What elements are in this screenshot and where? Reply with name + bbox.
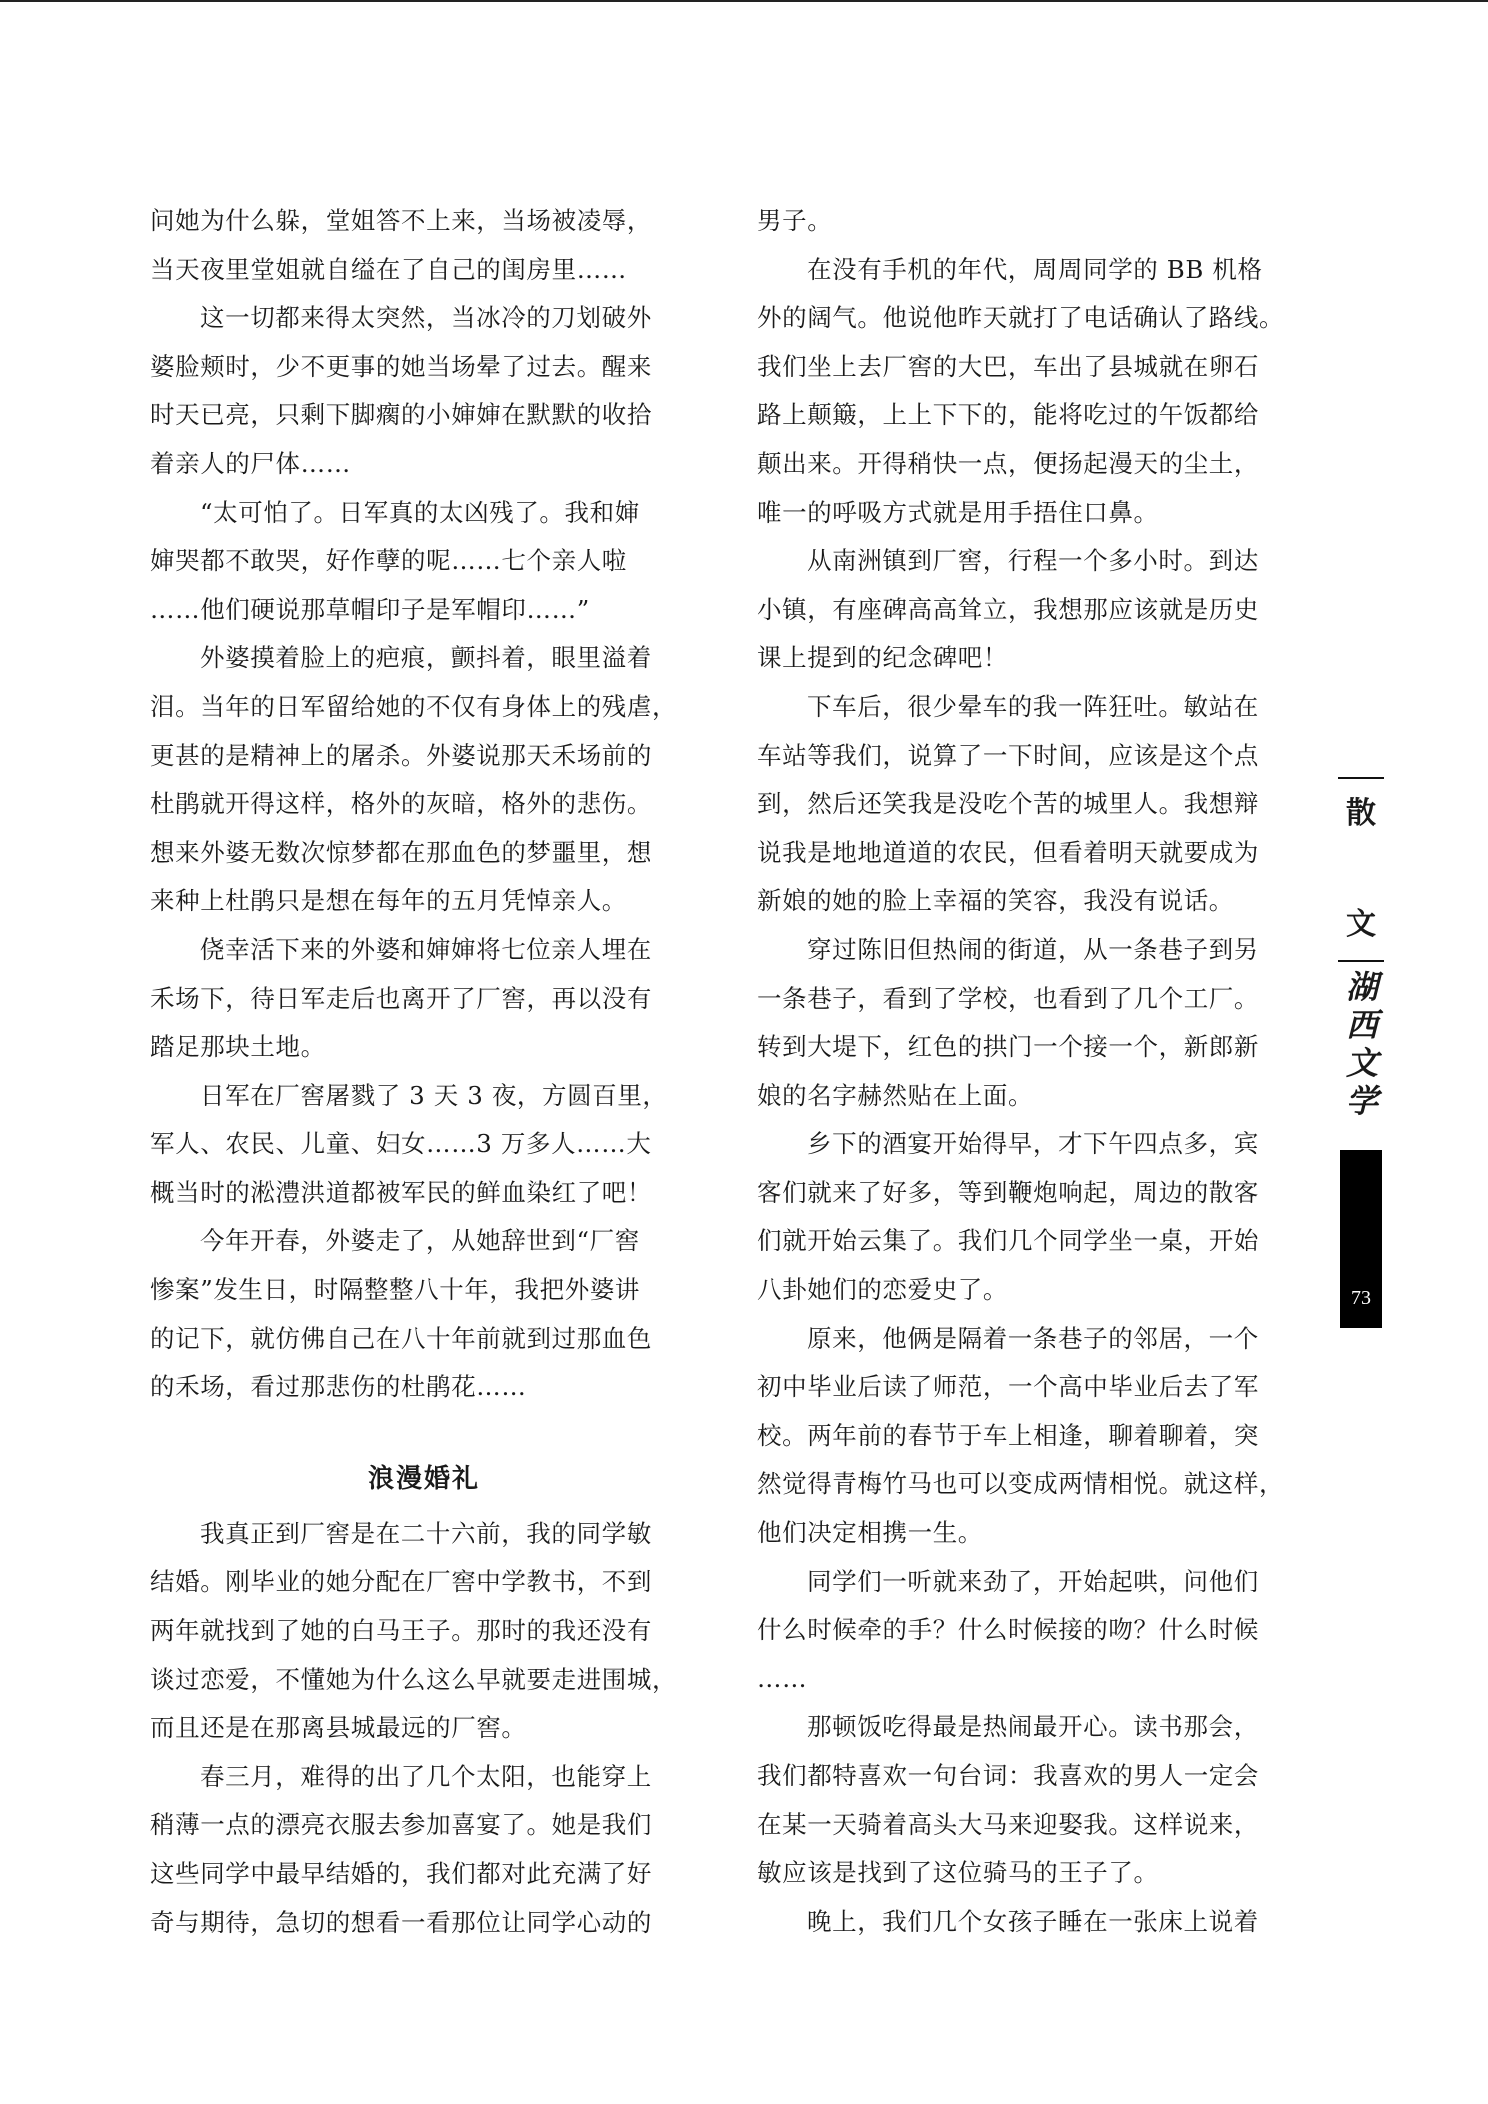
text-line: 踏足那块土地。 bbox=[150, 1032, 326, 1062]
text-line: 从南洲镇到厂窖，行程一个多小时。到达 bbox=[807, 546, 1259, 576]
text-line: 稍薄一点的漂亮衣服去参加喜宴了。她是我们 bbox=[150, 1810, 652, 1840]
text-line: 侥幸活下来的外婆和婶婶将七位亲人埋在 bbox=[200, 934, 652, 964]
sidebar-rule-top bbox=[1338, 777, 1384, 779]
logo-char: 学 bbox=[1345, 1082, 1378, 1120]
logo-char: 西 bbox=[1345, 1006, 1378, 1044]
text-line: 乡下的酒宴开始得早，才下午四点多，宾 bbox=[807, 1129, 1259, 1159]
text-line: 初中毕业后读了师范，一个高中毕业后去了军 bbox=[757, 1372, 1259, 1402]
text-line: 下车后，很少晕车的我一阵狂吐。敏站在 bbox=[807, 691, 1259, 721]
text-line: 的禾场，看过那悲伤的杜鹃花…… bbox=[150, 1372, 527, 1402]
text-line: 今年开春，外婆走了，从她辞世到“厂窖 bbox=[200, 1226, 640, 1256]
text-line: 想来外婆无数次惊梦都在那血色的梦噩里，想 bbox=[150, 837, 652, 867]
text-line: 当天夜里堂姐就自缢在了自己的闺房里…… bbox=[150, 254, 627, 284]
text-line: “太可怕了。日军真的太凶残了。我和婶 bbox=[200, 497, 640, 527]
text-line: 惨案”发生日，时隔整整八十年，我把外婆讲 bbox=[150, 1275, 641, 1305]
text-line: 婆脸颊时，少不更事的她当场晕了过去。醒来 bbox=[150, 351, 652, 381]
text-line: 客们就来了好多，等到鞭炮响起，周边的散客 bbox=[757, 1177, 1259, 1207]
text-line: 奇与期待，急切的想看一看那位让同学心动的 bbox=[150, 1907, 652, 1937]
text-line: 我们都特喜欢一句台词：我喜欢的男人一定会 bbox=[757, 1761, 1259, 1790]
text-line: 八卦她们的恋爱史了。 bbox=[757, 1275, 1008, 1305]
right-text-column bbox=[757, 197, 1305, 1946]
text-line: 转到大堤下，红色的拱门一个接一个，新郎新 bbox=[757, 1032, 1259, 1062]
text-line: 问她为什么躲，堂姐答不上来，当场被凌辱， bbox=[150, 206, 652, 235]
text-line: 在某一天骑着高头大马来迎娶我。这样说来， bbox=[757, 1809, 1259, 1839]
text-line: 的记下，就仿佛自己在八十年前就到过那血色 bbox=[150, 1323, 652, 1353]
sidebar-section-char-1: 散 bbox=[1346, 796, 1376, 831]
page-number: 73 bbox=[1351, 1287, 1371, 1309]
left-text-column bbox=[150, 197, 698, 1947]
text-line: 杜鹃就开得这样，格外的灰暗，格外的悲伤。 bbox=[150, 789, 652, 819]
text-line: 我真正到厂窖是在二十六前，我的同学敏 bbox=[200, 1518, 652, 1548]
text-line: 穿过陈旧但热闹的街道，从一条巷子到另 bbox=[807, 934, 1259, 964]
text-line: 谈过恋爱，不懂她为什么这么早就要走进围城， bbox=[150, 1664, 678, 1694]
text-line: 校。两年前的春节于车上相逢，聊着聊着，突 bbox=[757, 1420, 1259, 1450]
text-line: 路上颠簸，上上下下的，能将吃过的午饭都给 bbox=[757, 400, 1259, 430]
text-line: …… bbox=[757, 1663, 808, 1693]
text-line: 小镇，有座碑高高耸立，我想那应该就是历史 bbox=[757, 594, 1259, 624]
text-line: 们就开始云集了。我们几个同学坐一桌，开始 bbox=[757, 1226, 1259, 1256]
text-line: ……他们硬说那草帽印子是军帽印……” bbox=[150, 594, 590, 624]
text-line: 什么时候牵的手？什么时候接的吻？什么时候 bbox=[757, 1615, 1259, 1645]
text-line: 外的阔气。他说他昨天就打了电话确认了路线。 bbox=[757, 303, 1285, 333]
text-line: 课上提到的纪念碑吧！ bbox=[757, 643, 1008, 673]
text-line: 那顿饭吃得最是热闹最开心。读书那会， bbox=[807, 1712, 1259, 1742]
text-line: 春三月，难得的出了几个太阳，也能穿上 bbox=[200, 1761, 652, 1791]
text-line: 这一切都来得太突然，当冰冷的刀划破外 bbox=[200, 303, 652, 333]
text-line: 泪。当年的日军留给她的不仅有身体上的残虐， bbox=[150, 691, 678, 721]
text-line: 结婚。刚毕业的她分配在厂窖中学教书，不到 bbox=[150, 1567, 652, 1597]
text-line: 着亲人的尸体…… bbox=[150, 448, 351, 478]
text-line: 日军在厂窖屠戮了 3 天 3 夜，方圆百里， bbox=[200, 1080, 668, 1110]
magazine-logo bbox=[1345, 968, 1379, 1120]
text-line: 同学们一听就来劲了，开始起哄，问他们 bbox=[807, 1566, 1259, 1596]
text-line: 更甚的是精神上的屠杀。外婆说那天禾场前的 bbox=[150, 740, 652, 770]
text-line: 唯一的呼吸方式就是用手捂住口鼻。 bbox=[757, 497, 1159, 527]
page-number-tab bbox=[1340, 1150, 1382, 1328]
text-line: 我们坐上去厂窖的大巴，车出了县城就在卵石 bbox=[757, 351, 1259, 381]
text-line: 禾场下，待日军走后也离开了厂窖，再以没有 bbox=[150, 983, 652, 1013]
text-line: 车站等我们，说算了一下时间，应该是这个点 bbox=[757, 740, 1259, 770]
text-line: 到，然后还笑我是没吃个苦的城里人。我想辩 bbox=[757, 789, 1259, 819]
text-line: 军人、农民、儿童、妇女……3 万多人……大 bbox=[150, 1129, 652, 1159]
top-border-rule bbox=[0, 0, 1488, 2]
text-line: 说我是地地道道的农民，但看着明天就要成为 bbox=[757, 837, 1259, 867]
text-line: 时天已亮，只剩下脚瘸的小婶婶在默默的收拾 bbox=[150, 400, 652, 430]
text-line: 新娘的她的脸上幸福的笑容，我没有说话。 bbox=[757, 886, 1234, 916]
text-line: 在没有手机的年代，周周同学的 BB 机格 bbox=[807, 254, 1263, 284]
text-line: 颠出来。开得稍快一点，便扬起漫天的尘土， bbox=[757, 448, 1259, 478]
text-line: 原来，他俩是隔着一条巷子的邻居，一个 bbox=[807, 1323, 1259, 1353]
text-line: 婶哭都不敢哭，好作孽的呢……七个亲人啦 bbox=[150, 546, 627, 576]
text-line: 外婆摸着脸上的疤痕，颤抖着，眼里溢着 bbox=[200, 643, 652, 673]
text-line: 他们决定相携一生。 bbox=[757, 1518, 983, 1548]
text-line: 两年就找到了她的白马王子。那时的我还没有 bbox=[150, 1616, 652, 1646]
section-heading: 浪漫婚礼 bbox=[367, 1463, 480, 1494]
text-line: 概当时的淞澧洪道都被军民的鲜血染红了吧！ bbox=[150, 1177, 652, 1207]
text-line: 敏应该是找到了这位骑马的王子了。 bbox=[757, 1858, 1159, 1888]
text-line: 晚上，我们几个女孩子睡在一张床上说着 bbox=[807, 1906, 1259, 1936]
text-line: 娘的名字赫然贴在上面。 bbox=[757, 1080, 1034, 1110]
text-line: 然觉得青梅竹马也可以变成两情相悦。就这样， bbox=[757, 1469, 1285, 1499]
text-line: 而且还是在那离县城最远的厂窖。 bbox=[150, 1713, 527, 1743]
text-line: 来种上杜鹃只是想在每年的五月凭悼亲人。 bbox=[150, 886, 627, 916]
section-spacer bbox=[150, 1412, 698, 1440]
text-line: 男子。 bbox=[757, 206, 833, 235]
text-line: 这些同学中最早结婚的，我们都对此充满了好 bbox=[150, 1859, 652, 1888]
logo-char: 文 bbox=[1345, 1044, 1378, 1082]
sidebar-rule-bottom bbox=[1338, 960, 1384, 962]
sidebar-section-char-2: 文 bbox=[1346, 907, 1376, 942]
logo-char: 湖 bbox=[1345, 968, 1378, 1006]
text-line: 一条巷子，看到了学校，也看到了几个工厂。 bbox=[757, 983, 1259, 1013]
